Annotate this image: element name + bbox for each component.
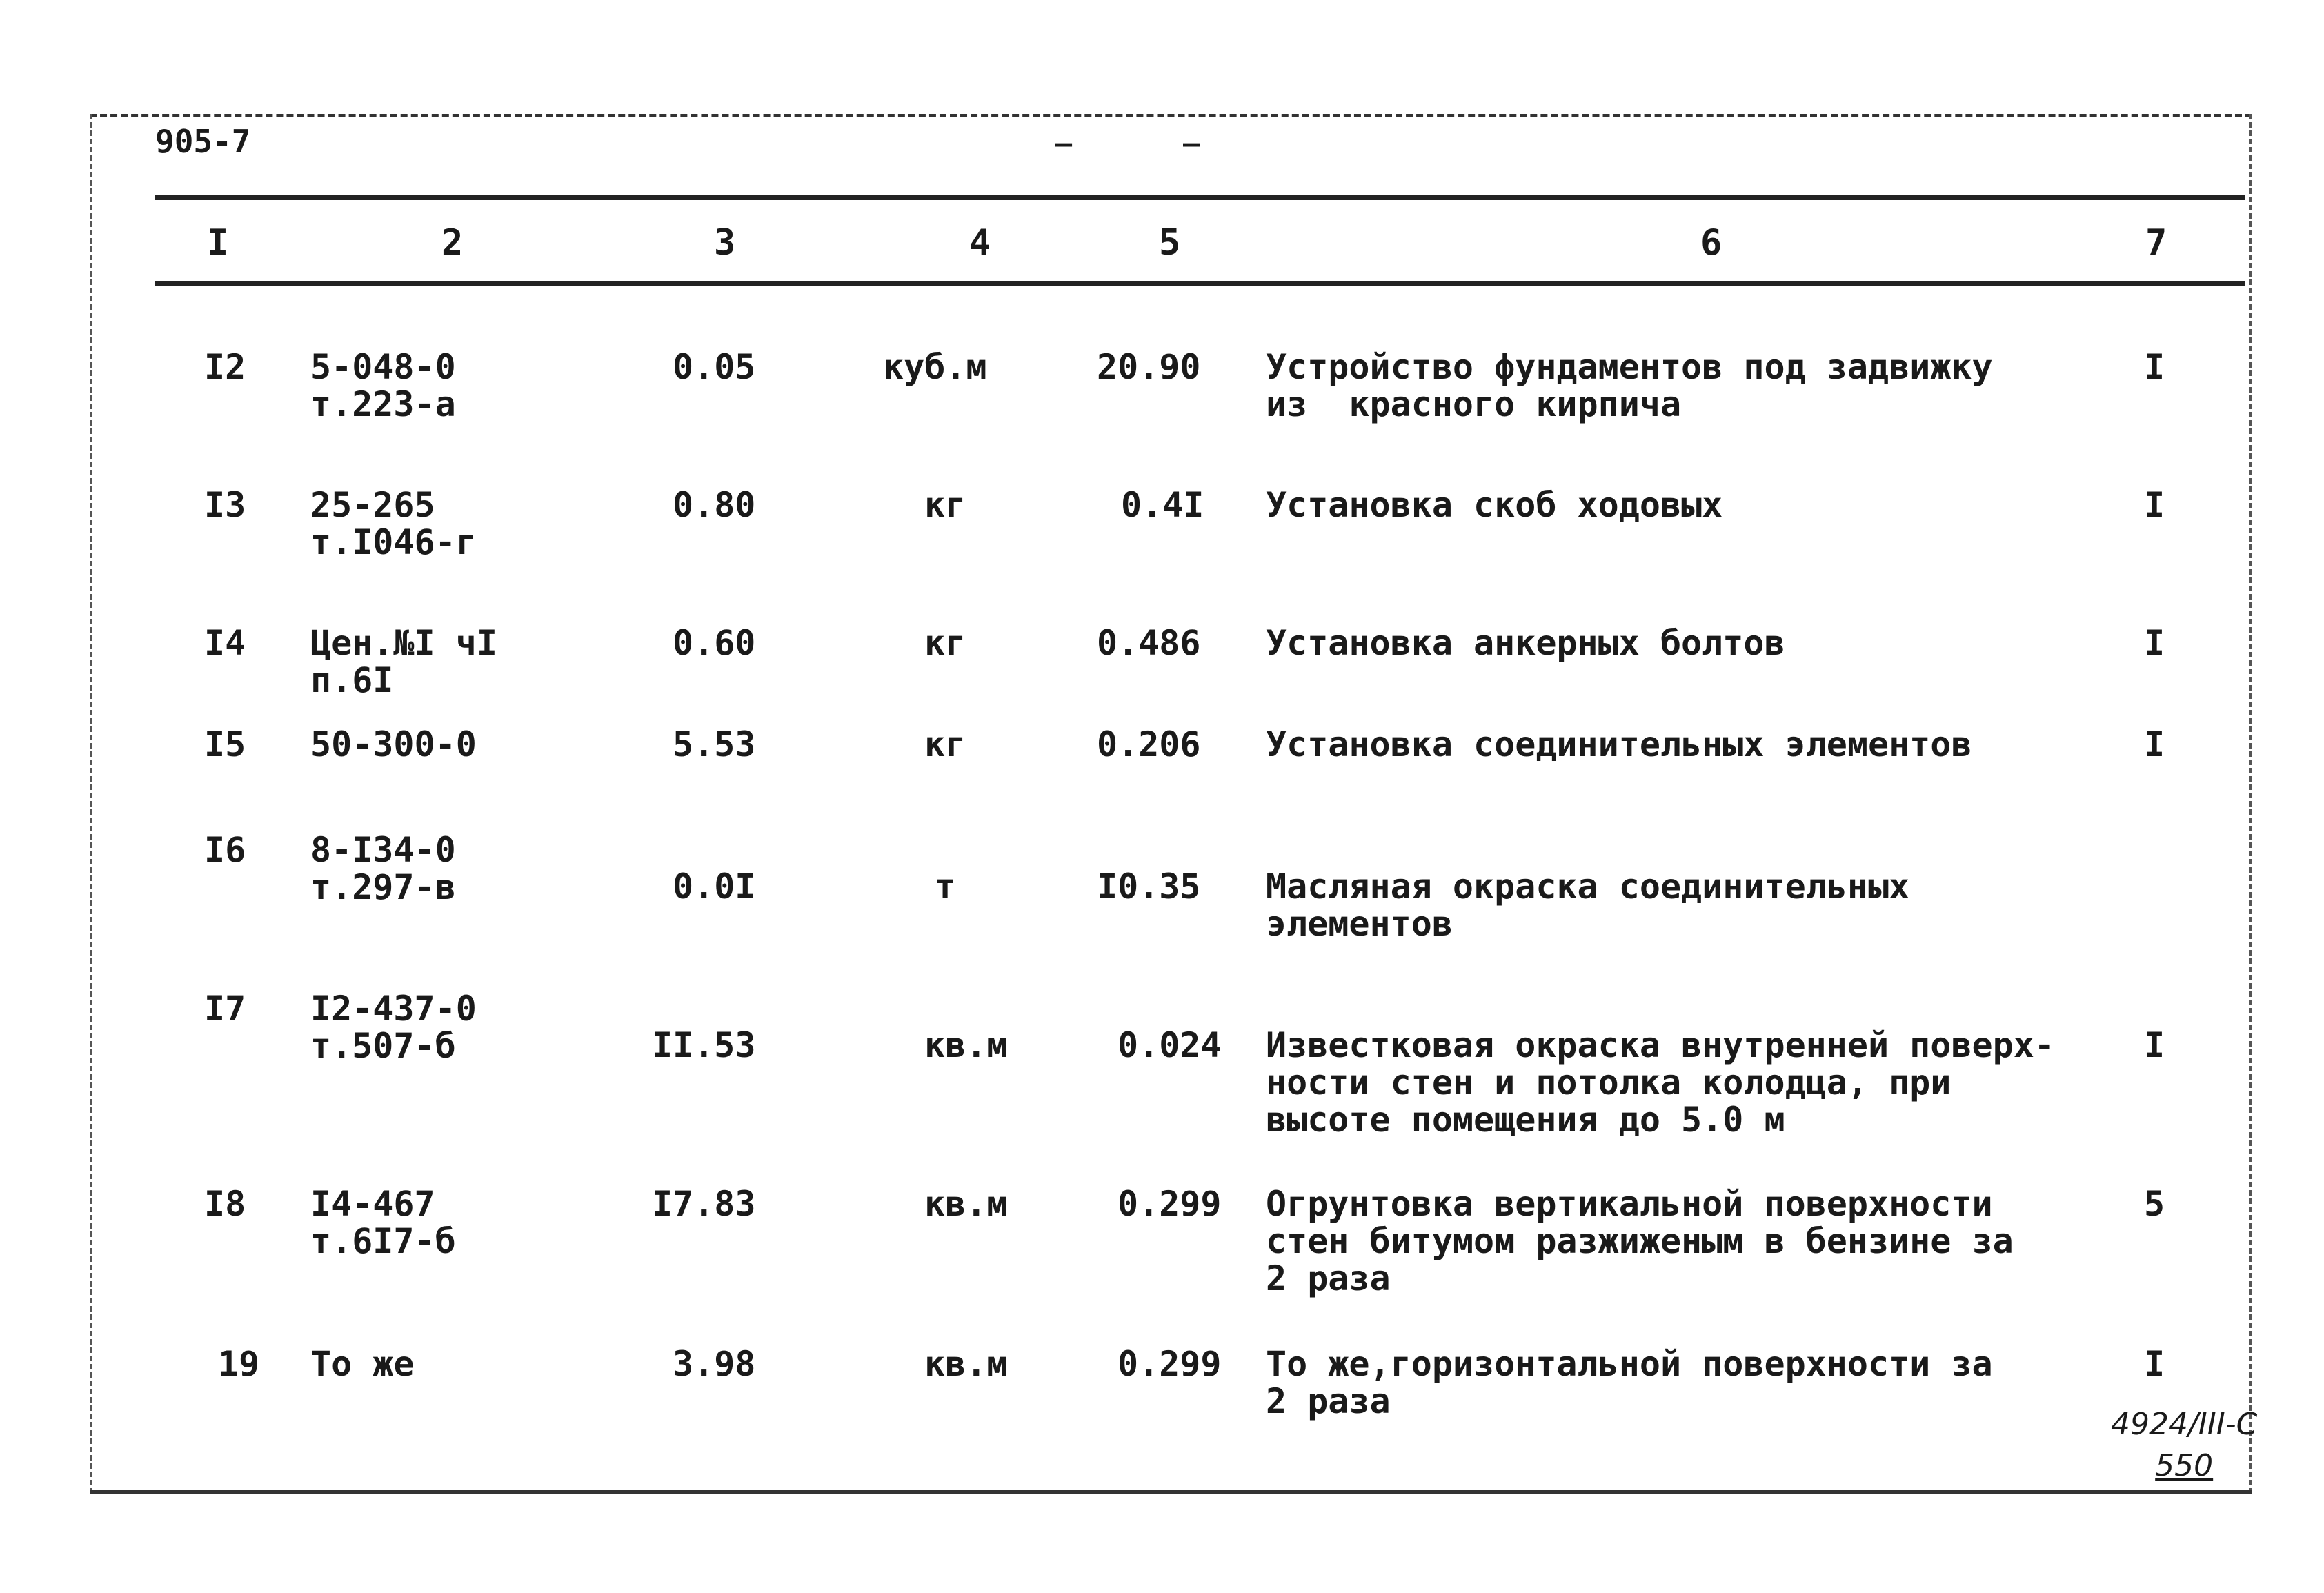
- rate: I0.35: [1097, 867, 1201, 907]
- work-description: Установка анкерных болтов: [1266, 623, 1785, 663]
- frame-bottom-border: [90, 1490, 2252, 1494]
- row-number: 19: [218, 1344, 260, 1384]
- column-header-4: 4: [969, 222, 991, 264]
- norm-code: То же: [310, 1344, 415, 1384]
- inventory-stamp: [2111, 1404, 2257, 1487]
- work-description: Огрунтовка вертикальной поверхности стен битумом разжиженым в бензине за 2 раза: [1266, 1184, 2014, 1298]
- rate: 0.4I: [1121, 485, 1204, 525]
- norm-code: 8-I34-0: [310, 830, 456, 870]
- category: I: [2144, 485, 2165, 525]
- work-description: То же,горизонтальной поверхности за 2 раза: [1266, 1344, 1993, 1421]
- rate: 0.206: [1097, 724, 1201, 764]
- category: I: [2144, 623, 2165, 663]
- row-number: I6: [204, 830, 246, 870]
- table-header-rule: [155, 281, 2245, 286]
- unit: куб.м: [883, 347, 987, 387]
- quantity: 0.0I: [673, 867, 756, 907]
- column-header-2: 2: [441, 222, 464, 264]
- column-header-1: I: [207, 222, 229, 264]
- column-header-3: 3: [714, 222, 736, 264]
- stamp-page: 550: [2155, 1448, 2214, 1483]
- row-number: I4: [204, 623, 246, 663]
- work-description: Известковая окраска внутренней поверх- ности стен и потолка колодца, при высоте помещения до 5.0 м: [1266, 1025, 2055, 1140]
- column-header-5: 5: [1159, 222, 1181, 264]
- frame-top-border: [90, 114, 2252, 117]
- column-header-7: 7: [2145, 222, 2167, 264]
- quantity: 3.98: [673, 1344, 756, 1384]
- quantity: I7.83: [652, 1184, 756, 1224]
- unit: кв.м: [924, 1344, 1008, 1384]
- norm-code: I2-437-0: [310, 989, 477, 1029]
- norm-code: 50-300-0: [310, 724, 477, 764]
- table-top-rule: [155, 195, 2245, 200]
- row-number: I7: [204, 989, 246, 1029]
- unit: кв.м: [924, 1025, 1008, 1065]
- quantity: II.53: [652, 1025, 756, 1065]
- norm-code: I4-467: [310, 1184, 435, 1224]
- norm-code: 25-265: [310, 485, 435, 525]
- frame-right-border: [2249, 114, 2252, 1494]
- norm-table-ref: т.6I7-б: [310, 1221, 456, 1261]
- quantity: 0.60: [673, 623, 756, 663]
- header-mark: –: [1183, 128, 1200, 159]
- category: I: [2144, 347, 2165, 387]
- document-code: 905-7: [155, 123, 251, 160]
- unit: кг: [924, 623, 966, 663]
- unit: т: [935, 867, 956, 907]
- work-description: Установка скоб ходовых: [1266, 485, 1723, 525]
- rate: 20.90: [1097, 347, 1201, 387]
- norm-table-ref: т.507-б: [310, 1026, 456, 1066]
- quantity: 5.53: [673, 724, 756, 764]
- unit: кг: [924, 485, 966, 525]
- norm-table-ref: т.I046-г: [310, 522, 477, 562]
- frame-left-border: [90, 114, 92, 1494]
- norm-table-ref: т.223-а: [310, 384, 456, 424]
- quantity: 0.05: [673, 347, 756, 387]
- row-number: I3: [204, 485, 246, 525]
- category: I: [2144, 1344, 2165, 1384]
- work-description: Масляная окраска соединительных элементов: [1266, 867, 1910, 944]
- category: I: [2144, 1025, 2165, 1065]
- unit: кв.м: [924, 1184, 1008, 1224]
- row-number: I2: [204, 347, 246, 387]
- norm-table-ref: т.297-в: [310, 867, 456, 907]
- header-mark: –: [1055, 128, 1073, 159]
- unit: кг: [924, 724, 966, 764]
- category: 5: [2144, 1184, 2165, 1224]
- norm-code: 5-048-0: [310, 347, 456, 387]
- row-number: I5: [204, 724, 246, 764]
- column-header-6: 6: [1700, 222, 1722, 264]
- rate: 0.299: [1118, 1184, 1222, 1224]
- quantity: 0.80: [673, 485, 756, 525]
- rate: 0.486: [1097, 623, 1201, 663]
- stamp-number: 4924/III-C: [2111, 1407, 2258, 1442]
- category: I: [2144, 724, 2165, 764]
- rate: 0.024: [1118, 1025, 1222, 1065]
- row-number: I8: [204, 1184, 246, 1224]
- rate: 0.299: [1118, 1344, 1222, 1384]
- norm-code: Цен.№I чI: [310, 623, 497, 663]
- work-description: Устройство фундаментов под задвижку из красного кирпича: [1266, 347, 1993, 424]
- work-description: Установка соединительных элементов: [1266, 724, 1972, 764]
- norm-table-ref: п.6I: [310, 660, 394, 700]
